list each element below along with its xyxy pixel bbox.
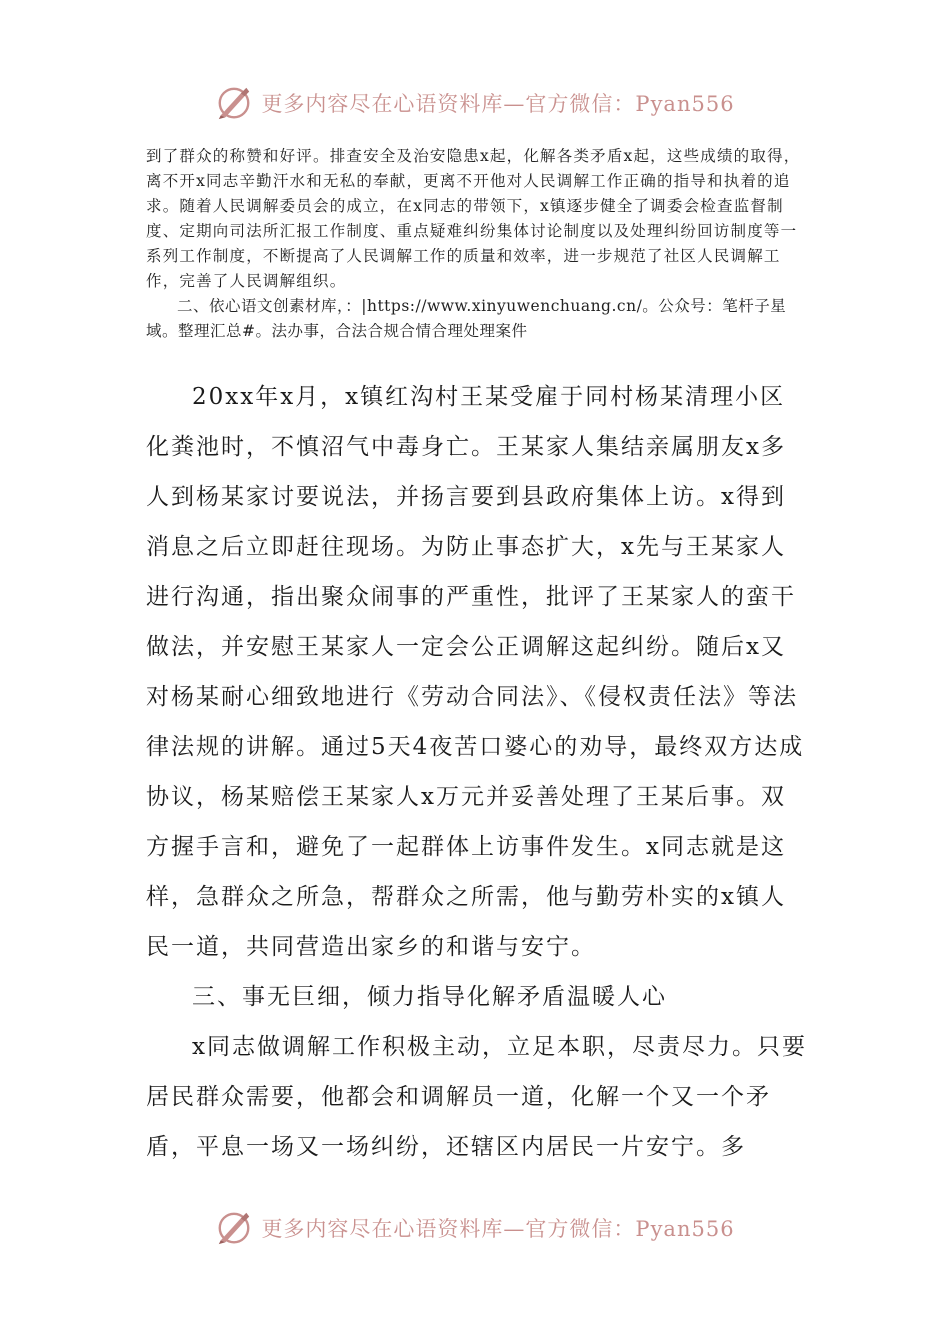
body-paragraph-2: x同志做调解工作积极主动，立足本职，尽责尽力。只要居民群众需要，他都会和调解员一道，化解一个又一个矛盾，平息一场又一场纠纷，还辖区内居民一片安宁。多 <box>146 1034 807 1160</box>
section-heading-3: 三、事无巨细，倾力指导化解矛盾温暖人心 <box>192 984 667 1010</box>
body-paragraph-1: 20xx年x月，x镇红沟村王某受雇于同村杨某清理小区化粪池时，不慎沼气中毒身亡。王某家人集结亲属朋友x多人到杨某家讨要说法，并扬言要到县政府集体上访。x得到消息之后立即赶往现场。为防止事态扩大，x先与王某家人进行沟通，指出聚众闹事的严重性，批评了王某家人的蛮干做法，并安慰王某家人一定会公正调解这起纠纷。随后x又对杨某耐心细致地进行《劳动合同法》、《侵权责任法》等法律法规的讲解。通过5天4夜苦口婆心的劝导，最终双方达成协议，杨某赔偿王某家人x万元并妥善处理了王某后事。双方握手言和，避免了一起群体上访事件发生。x同志就是这样，急群众之所急，帮群众之所需，他与勤劳朴实的x镇人民一道，共同营造出家乡的和谐与安宁。 <box>146 384 805 960</box>
header-watermark-banner <box>0 79 950 127</box>
banner-text: 更多内容尽在心语资料库—官方微信：Pyan556 <box>261 1217 735 1241</box>
small-text-block <box>146 144 806 344</box>
small-paragraph: 到了群众的称赞和好评。排查安全及治安隐患x起，化解各类矛盾x起，这些成绩的取得，离不开x同志辛勤汗水和无私的奉献，更离不开他对人民调解工作正确的指导和执着的追求。随着人民调解委员会的成立，在x同志的带领下，x镇逐步健全了调委会检查监督制度、定期向司法所汇报工作制度、重点疑难纠纷集体讨论制度以及处理纠纷回访制度等一系列工作制度，不断提高了人民调解工作的质量和效率，进一步规范了社区人民调解工作，完善了人民调解组织。 <box>146 147 801 290</box>
pen-circle-logo-icon <box>215 84 253 122</box>
banner-text: 更多内容尽在心语资料库—官方微信：Pyan556 <box>261 92 735 116</box>
main-body-text <box>146 372 810 1172</box>
footer-watermark-banner <box>0 1204 950 1252</box>
section-heading-2: 二、依心语文创素材库，：|https://www.xinyuwenchuang.cn/。公众号：笔杆子星域。整理汇总#。法办事，合法合规合情合理处理案件 <box>146 297 787 340</box>
pen-circle-logo-icon <box>215 1209 253 1247</box>
